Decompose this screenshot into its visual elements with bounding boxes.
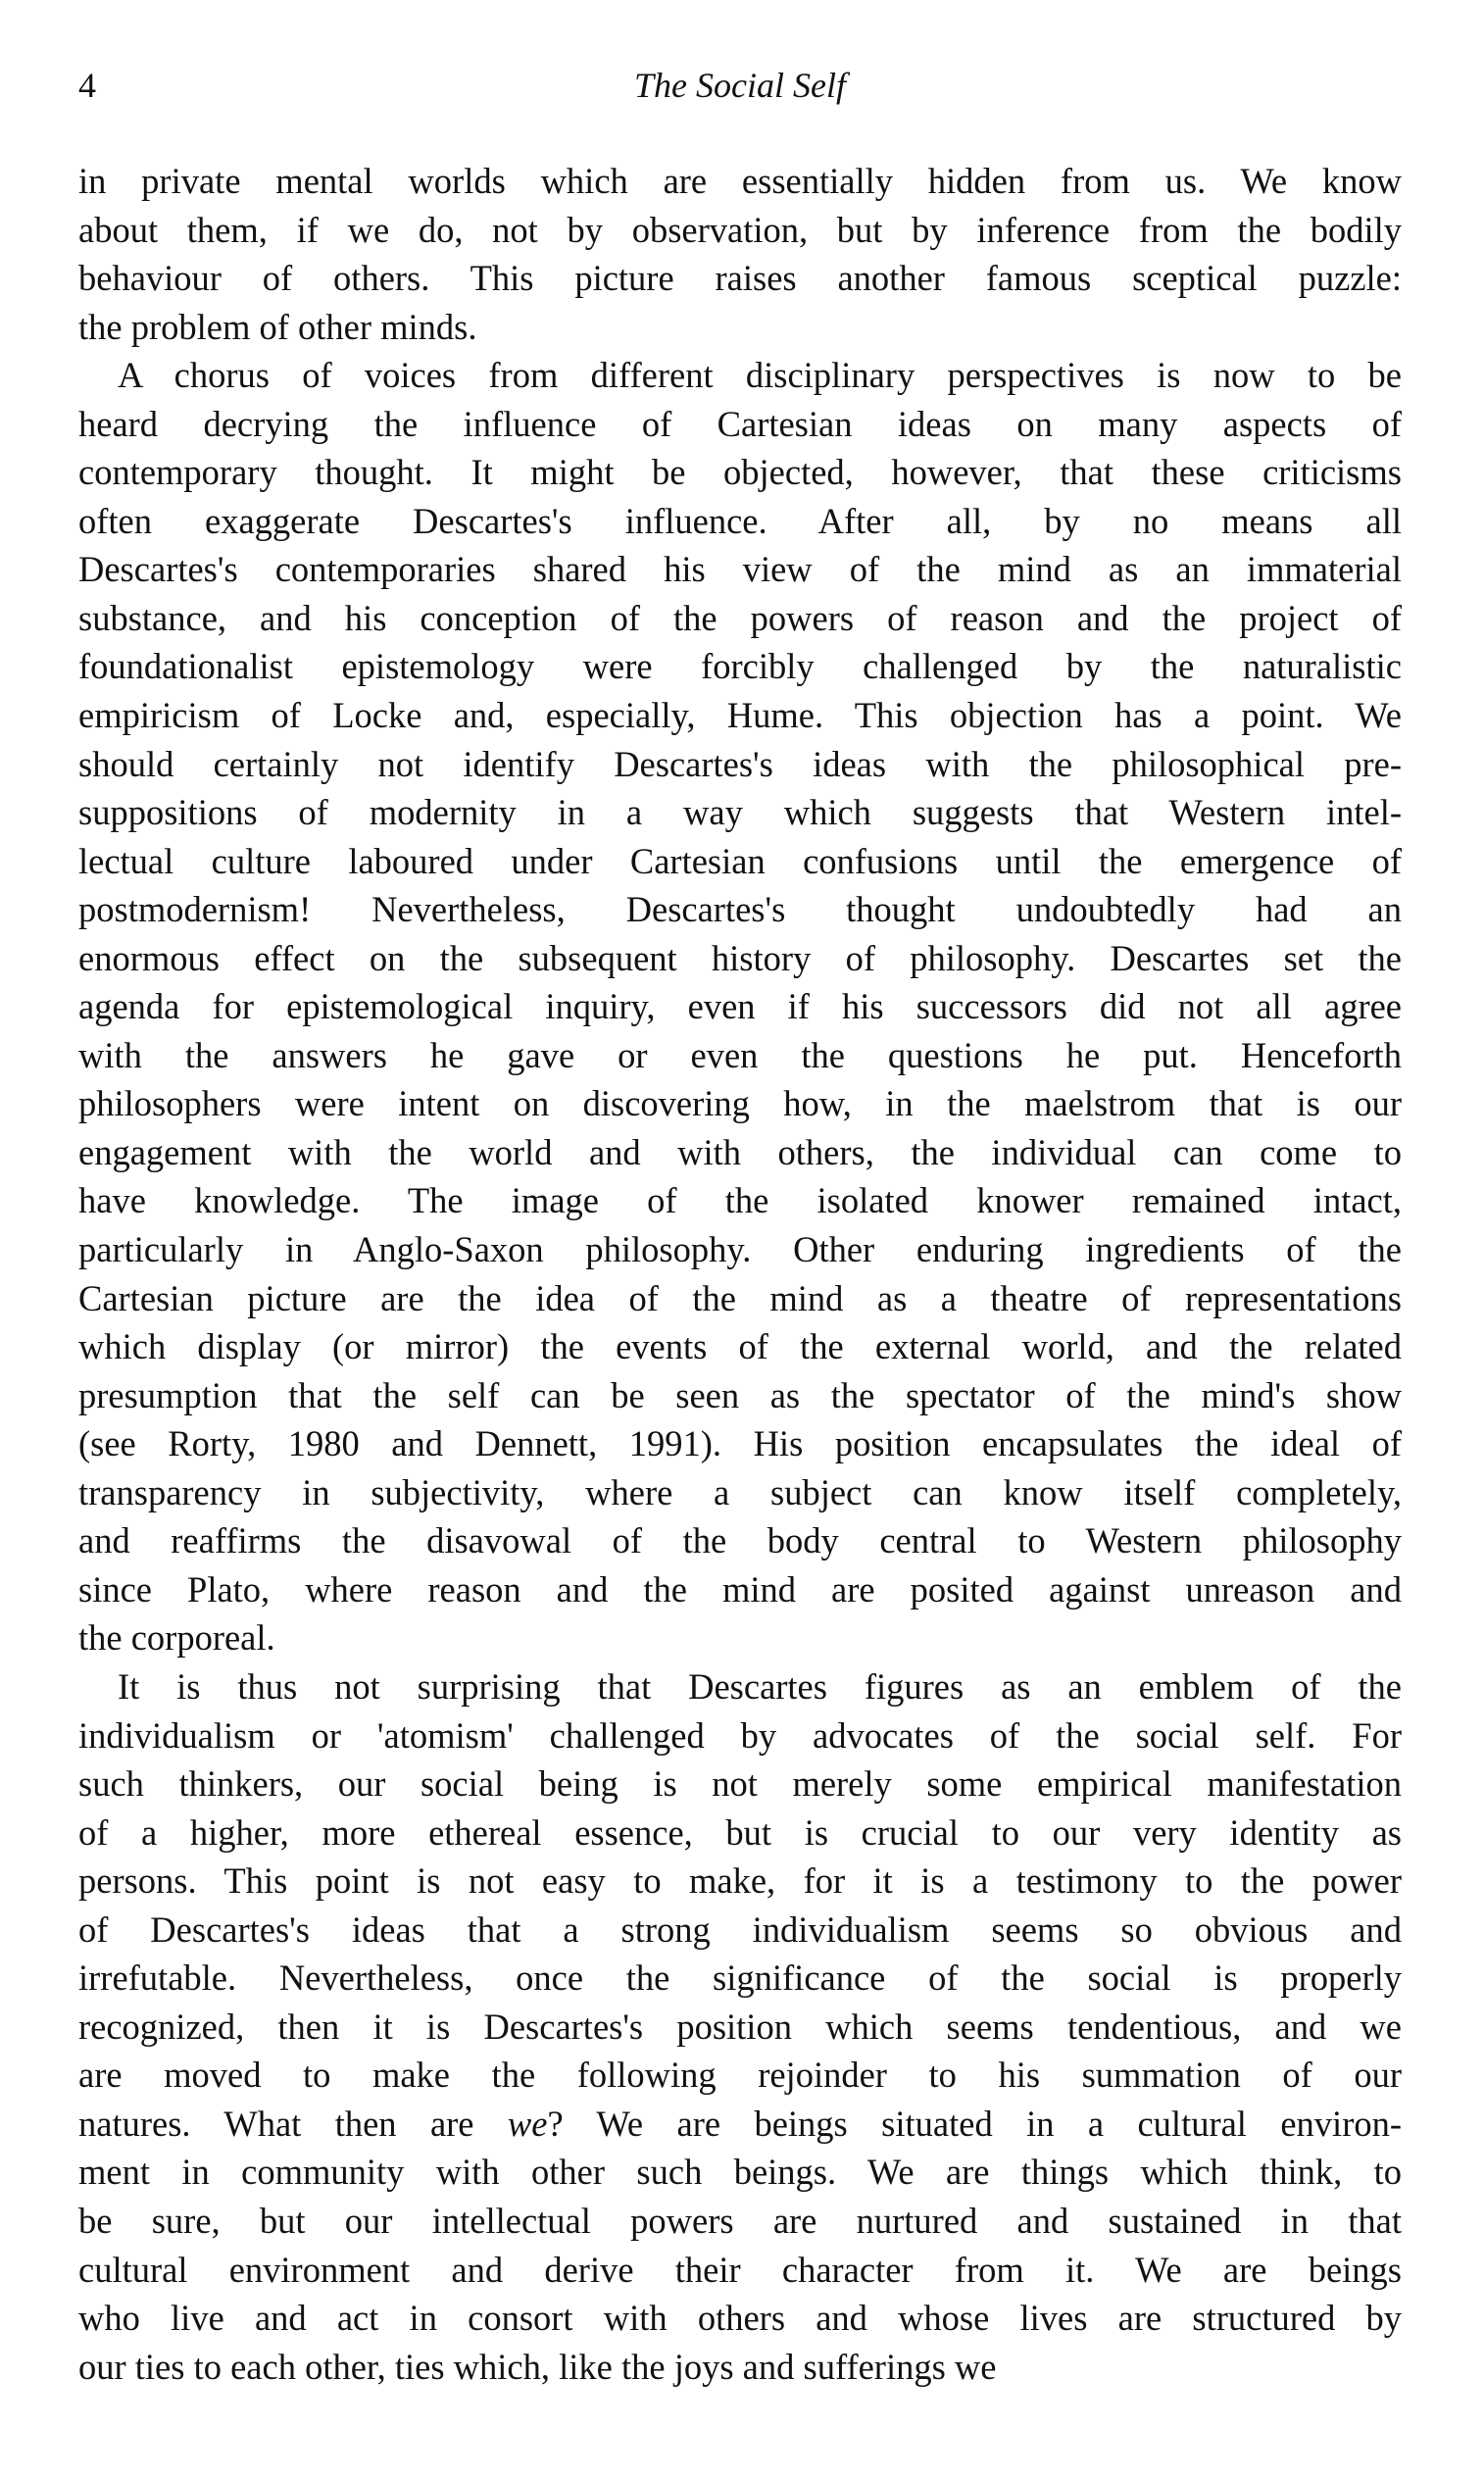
text-line: It is thus not surprising that Descartes figures as an emblem of the [118,1665,1402,1707]
text-line: our ties to each other, ties which, like the joys and sufferings we [78,2346,997,2387]
text-line: since Plato, where reason and the mind are posited against unreason and [78,1568,1402,1610]
paragraph [78,1662,1402,2391]
text-line: natures. What then are we? We are beings situated in a cultural environ- [78,2103,1402,2144]
text-line: lectual culture laboured under Cartesian confusions until the emergence of [78,840,1402,881]
text-line: suppositions of modernity in a way which suggests that Western intel- [78,792,1402,833]
text-line: (see Rorty, 1980 and Dennett, 1991). His position encapsulates the ideal of [78,1423,1402,1464]
text-line: the corporeal. [78,1617,275,1659]
running-title: The Social Self [634,66,846,105]
text-line: are moved to make the following rejoinder to his summation of our [78,2055,1402,2096]
paragraph [78,351,1402,1662]
text-line: irrefutable. Nevertheless, once the significance of the social is properly [78,1958,1402,1999]
text-line: be sure, but our intellectual powers are nurtured and sustained in that [78,2200,1402,2241]
text-line: cultural environment and derive their character from it. We are beings [78,2249,1402,2290]
text-line: A chorus of voices from different disciplinary perspectives is now to be [118,355,1402,396]
text-line: substance, and his conception of the powers of reason and the project of [78,597,1402,638]
text-line: recognized, then it is Descartes's position which seems tendentious, and we [78,2006,1402,2047]
text-line: transparency in subjectivity, where a subject can know itself completely, [78,1471,1402,1512]
text-line: ment in community with other such beings. We are things which think, to [78,2152,1402,2193]
text-line: of a higher, more ethereal essence, but is crucial to our very identity as [78,1811,1402,1853]
text-line: persons. This point is not easy to make, for it is a testimony to the power [78,1860,1402,1902]
text-line: engagement with the world and with others, the individual can come to [78,1131,1402,1172]
text-line: Cartesian picture are the idea of the mind as a theatre of representations [78,1277,1402,1318]
text-line: the problem of other minds. [78,306,477,347]
text-line: particularly in Anglo-Saxon philosophy. Other enduring ingredients of the [78,1229,1402,1270]
text-line: postmodernism! Nevertheless, Descartes's thought undoubtedly had an [78,889,1402,930]
text-line: empiricism of Locke and, especially, Hume. This objection has a point. We [78,695,1402,736]
paragraph [78,157,1402,351]
text-line: heard decrying the influence of Cartesian ideas on many aspects of [78,403,1402,444]
text-line: in private mental worlds which are essentially hidden from us. We know [78,161,1402,201]
text-line: which display (or mirror) the events of the external world, and the related [78,1326,1402,1367]
text-line: philosophers were intent on discovering how, in the maelstrom that is our [78,1083,1402,1124]
body-text [78,157,1402,2391]
text-line: often exaggerate Descartes's influence. After all, by no means all [78,500,1402,541]
page-number: 4 [78,66,96,105]
text-line: agenda for epistemological inquiry, even if his successors did not all agree [78,986,1402,1027]
text-line: Descartes's contemporaries shared his view of the mind as an immaterial [78,549,1402,590]
text-line: behaviour of others. This picture raises another famous sceptical puzzle: [78,258,1402,299]
text-line: about them, if we do, not by observation, but by inference from the bodily [78,209,1402,250]
text-line: foundationalist epistemology were forcibly challenged by the naturalistic [78,646,1402,687]
text-line: enormous effect on the subsequent history of philosophy. Descartes set the [78,937,1402,978]
text-line: individualism or 'atomism' challenged by advocates of the social self. For [78,1714,1402,1756]
text-line: of Descartes's ideas that a strong individualism seems so obvious and [78,1908,1402,1950]
text-line: presumption that the self can be seen as the spectator of the mind's show [78,1374,1402,1415]
text-line: who live and act in consort with others and whose lives are structured by [78,2298,1402,2339]
text-line: and reaffirms the disavowal of the body central to Western philosophy [78,1520,1402,1561]
text-line: have knowledge. The image of the isolated knower remained intact, [78,1180,1402,1221]
page-header [78,61,1402,110]
text-line: contemporary thought. It might be objected, however, that these criticisms [78,452,1402,493]
emphasis: we [507,2103,548,2144]
text-line: should certainly not identify Descartes's ideas with the philosophical pre- [78,743,1402,784]
text-line: such thinkers, our social being is not merely some empirical manifestation [78,1763,1402,1805]
text-line: with the answers he gave or even the questions he put. Henceforth [78,1034,1402,1075]
